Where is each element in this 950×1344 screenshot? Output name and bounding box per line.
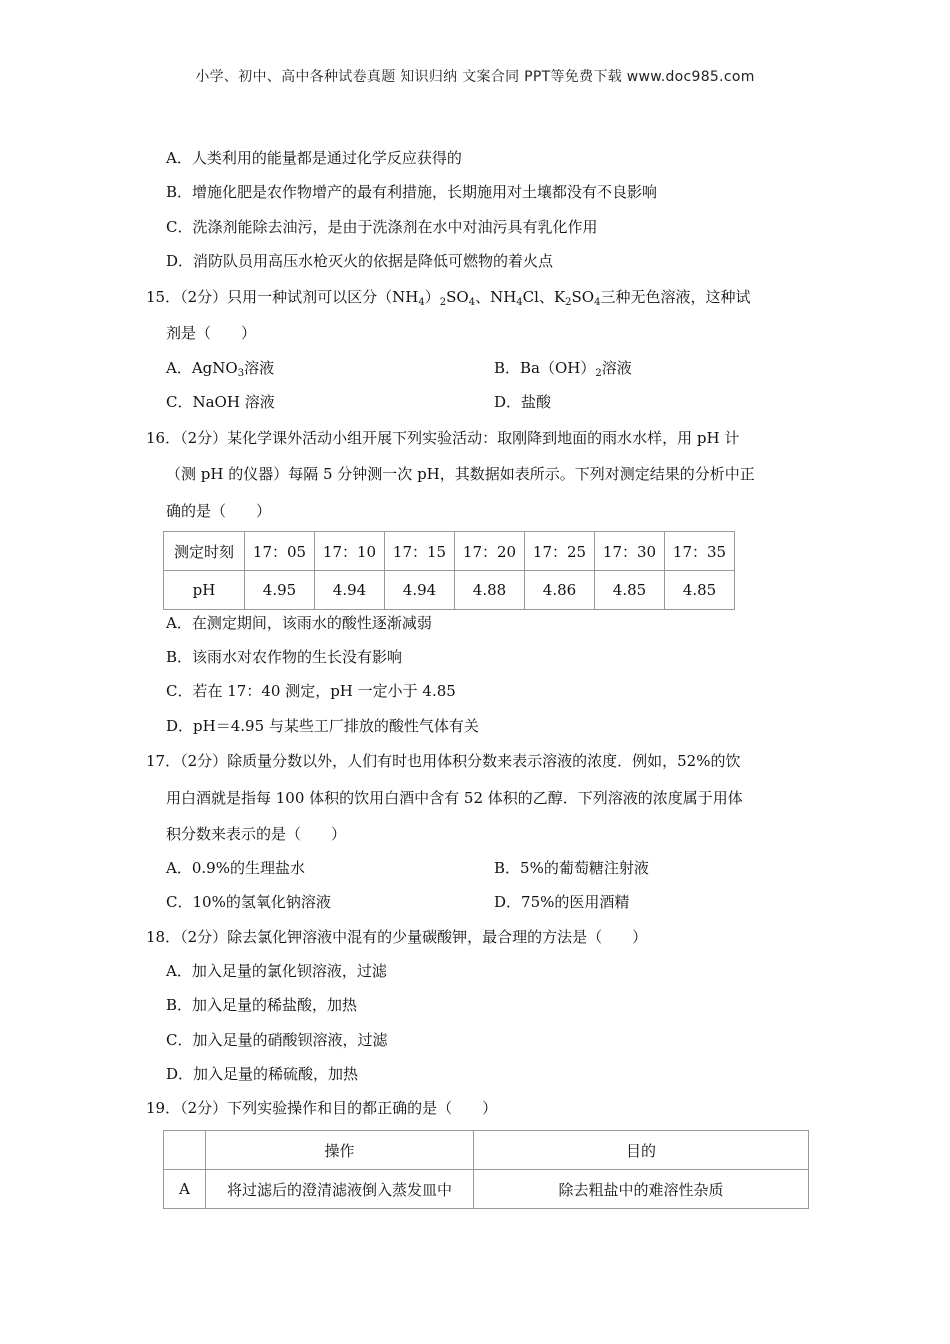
table-header-operation: 操作 (206, 1131, 474, 1170)
ph-cell: 4.85 (665, 571, 735, 610)
time-cell: 17：30 (595, 532, 665, 571)
time-cell: 17：20 (455, 532, 525, 571)
q15-option-a: A．AgNO$_3$溶液 (166, 359, 275, 379)
q18-stem: 18．（2分）除去氯化钾溶液中混有的少量碳酸钾，最合理的方法是（ ） (146, 928, 648, 946)
table-header-goal: 目的 (474, 1131, 809, 1170)
time-cell: 17：25 (525, 532, 595, 571)
q15-option-b: B．$Ba(OH)_2$溶液 (494, 359, 632, 379)
q16-option-b: B．该雨水对农作物的生长没有影响 (166, 648, 403, 666)
ph-cell: 4.94 (315, 571, 385, 610)
q18-option-a: A．加入足量的氯化钡溶液，过滤 (166, 962, 387, 980)
q17-stem-line2: 用白酒就是指每 100 体积的饮用白酒中含有 52 体积的乙醇．下列溶液的浓度属于用体 (166, 789, 743, 807)
ph-cell: 4.94 (385, 571, 455, 610)
operation-table (163, 1130, 809, 1209)
q17-number: 17． (146, 752, 181, 770)
table-row (164, 1131, 809, 1170)
q15-number: 15． (146, 288, 181, 306)
q14-option-d: D．消防队员用高压水枪灭火的依据是降低可燃物的着火点 (166, 252, 554, 270)
row-label: A (164, 1170, 206, 1209)
ph-cell: 4.86 (525, 571, 595, 610)
operation-cell: 将过滤后的澄清滤液倒入蒸发皿中 (206, 1170, 474, 1209)
q19-stem: 19．（2分）下列实验操作和目的都正确的是（ ） (146, 1099, 498, 1117)
q16-stem-line2: （测 pH 的仪器）每隔 5 分钟测一次 pH，其数据如表所示。下列对测定结果的分析中正 (166, 465, 755, 483)
q19-number: 19． (146, 1099, 181, 1117)
q15-option-d: D．盐酸 (494, 393, 552, 411)
q17-option-d: D．75%的医用酒精 (494, 893, 630, 911)
time-cell: 17：35 (665, 532, 735, 571)
table-row (164, 532, 735, 571)
table-header-empty (164, 1131, 206, 1170)
ph-measurement-table (163, 531, 735, 610)
time-cell: 17：10 (315, 532, 385, 571)
time-cell: 17：05 (245, 532, 315, 571)
q18-option-d: D．加入足量的稀硫酸，加热 (166, 1065, 359, 1083)
q14-option-b: B．增施化肥是农作物增产的最有利措施，长期施用对土壤都没有不良影响 (166, 183, 658, 201)
q17-stem-line1: 17．（2分）除质量分数以外，人们有时也用体积分数来表示溶液的浓度．例如，52%的饮 (146, 752, 741, 770)
table-row (164, 1170, 809, 1209)
page-header: 小学、初中、高中各种试卷真题 知识归纳 文案合同 PPT等免费下载 www.doc985.com (195, 69, 755, 85)
q17-option-c: C．10%的氢氧化钠溶液 (166, 893, 331, 911)
q16-number: 16． (146, 429, 181, 447)
q15-option-c: C．NaOH 溶液 (166, 393, 275, 411)
q17-option-a: A．0.9%的生理盐水 (166, 859, 305, 877)
q15-stem: 15．（2分）只用一种试剂可以区分$(NH_4)_2SO_4$、$NH_4Cl$、$K_2SO_4$三种无色溶液，这种试 (146, 288, 751, 308)
time-cell: 17：15 (385, 532, 455, 571)
goal-cell: 除去粗盐中的难溶性杂质 (474, 1170, 809, 1209)
q16-stem-line1: 16．（2分）某化学课外活动小组开展下列实验活动：取刚降到地面的雨水水样，用 pH 计 (146, 429, 740, 447)
q15-stem-line2: 剂是（ ） (166, 324, 257, 342)
q17-option-b: B．5%的葡萄糖注射液 (494, 859, 649, 877)
q14-option-c: C．洗涤剂能除去油污，是由于洗涤剂在水中对油污具有乳化作用 (166, 218, 598, 236)
q17-stem-line3: 积分数来表示的是（ ） (166, 825, 347, 843)
ph-cell: 4.85 (595, 571, 665, 610)
q16-option-a: A．在测定期间，该雨水的酸性逐渐减弱 (166, 614, 432, 632)
ph-row-label: pH (164, 571, 245, 610)
q18-number: 18． (146, 928, 181, 946)
ph-cell: 4.95 (245, 571, 315, 610)
table-row (164, 571, 735, 610)
q14-option-a: A．人类利用的能量都是通过化学反应获得的 (166, 149, 462, 167)
q16-stem-line3: 确的是（ ） (166, 502, 272, 520)
q16-option-c: C．若在 17：40 测定，pH 一定小于 4.85 (166, 682, 456, 700)
ph-cell: 4.88 (455, 571, 525, 610)
q18-option-c: C．加入足量的硝酸钡溶液，过滤 (166, 1031, 388, 1049)
q18-option-b: B．加入足量的稀盐酸，加热 (166, 996, 358, 1014)
time-row-label: 测定时刻 (164, 532, 245, 571)
q16-option-d: D．pH＝4.95 与某些工厂排放的酸性气体有关 (166, 717, 479, 735)
